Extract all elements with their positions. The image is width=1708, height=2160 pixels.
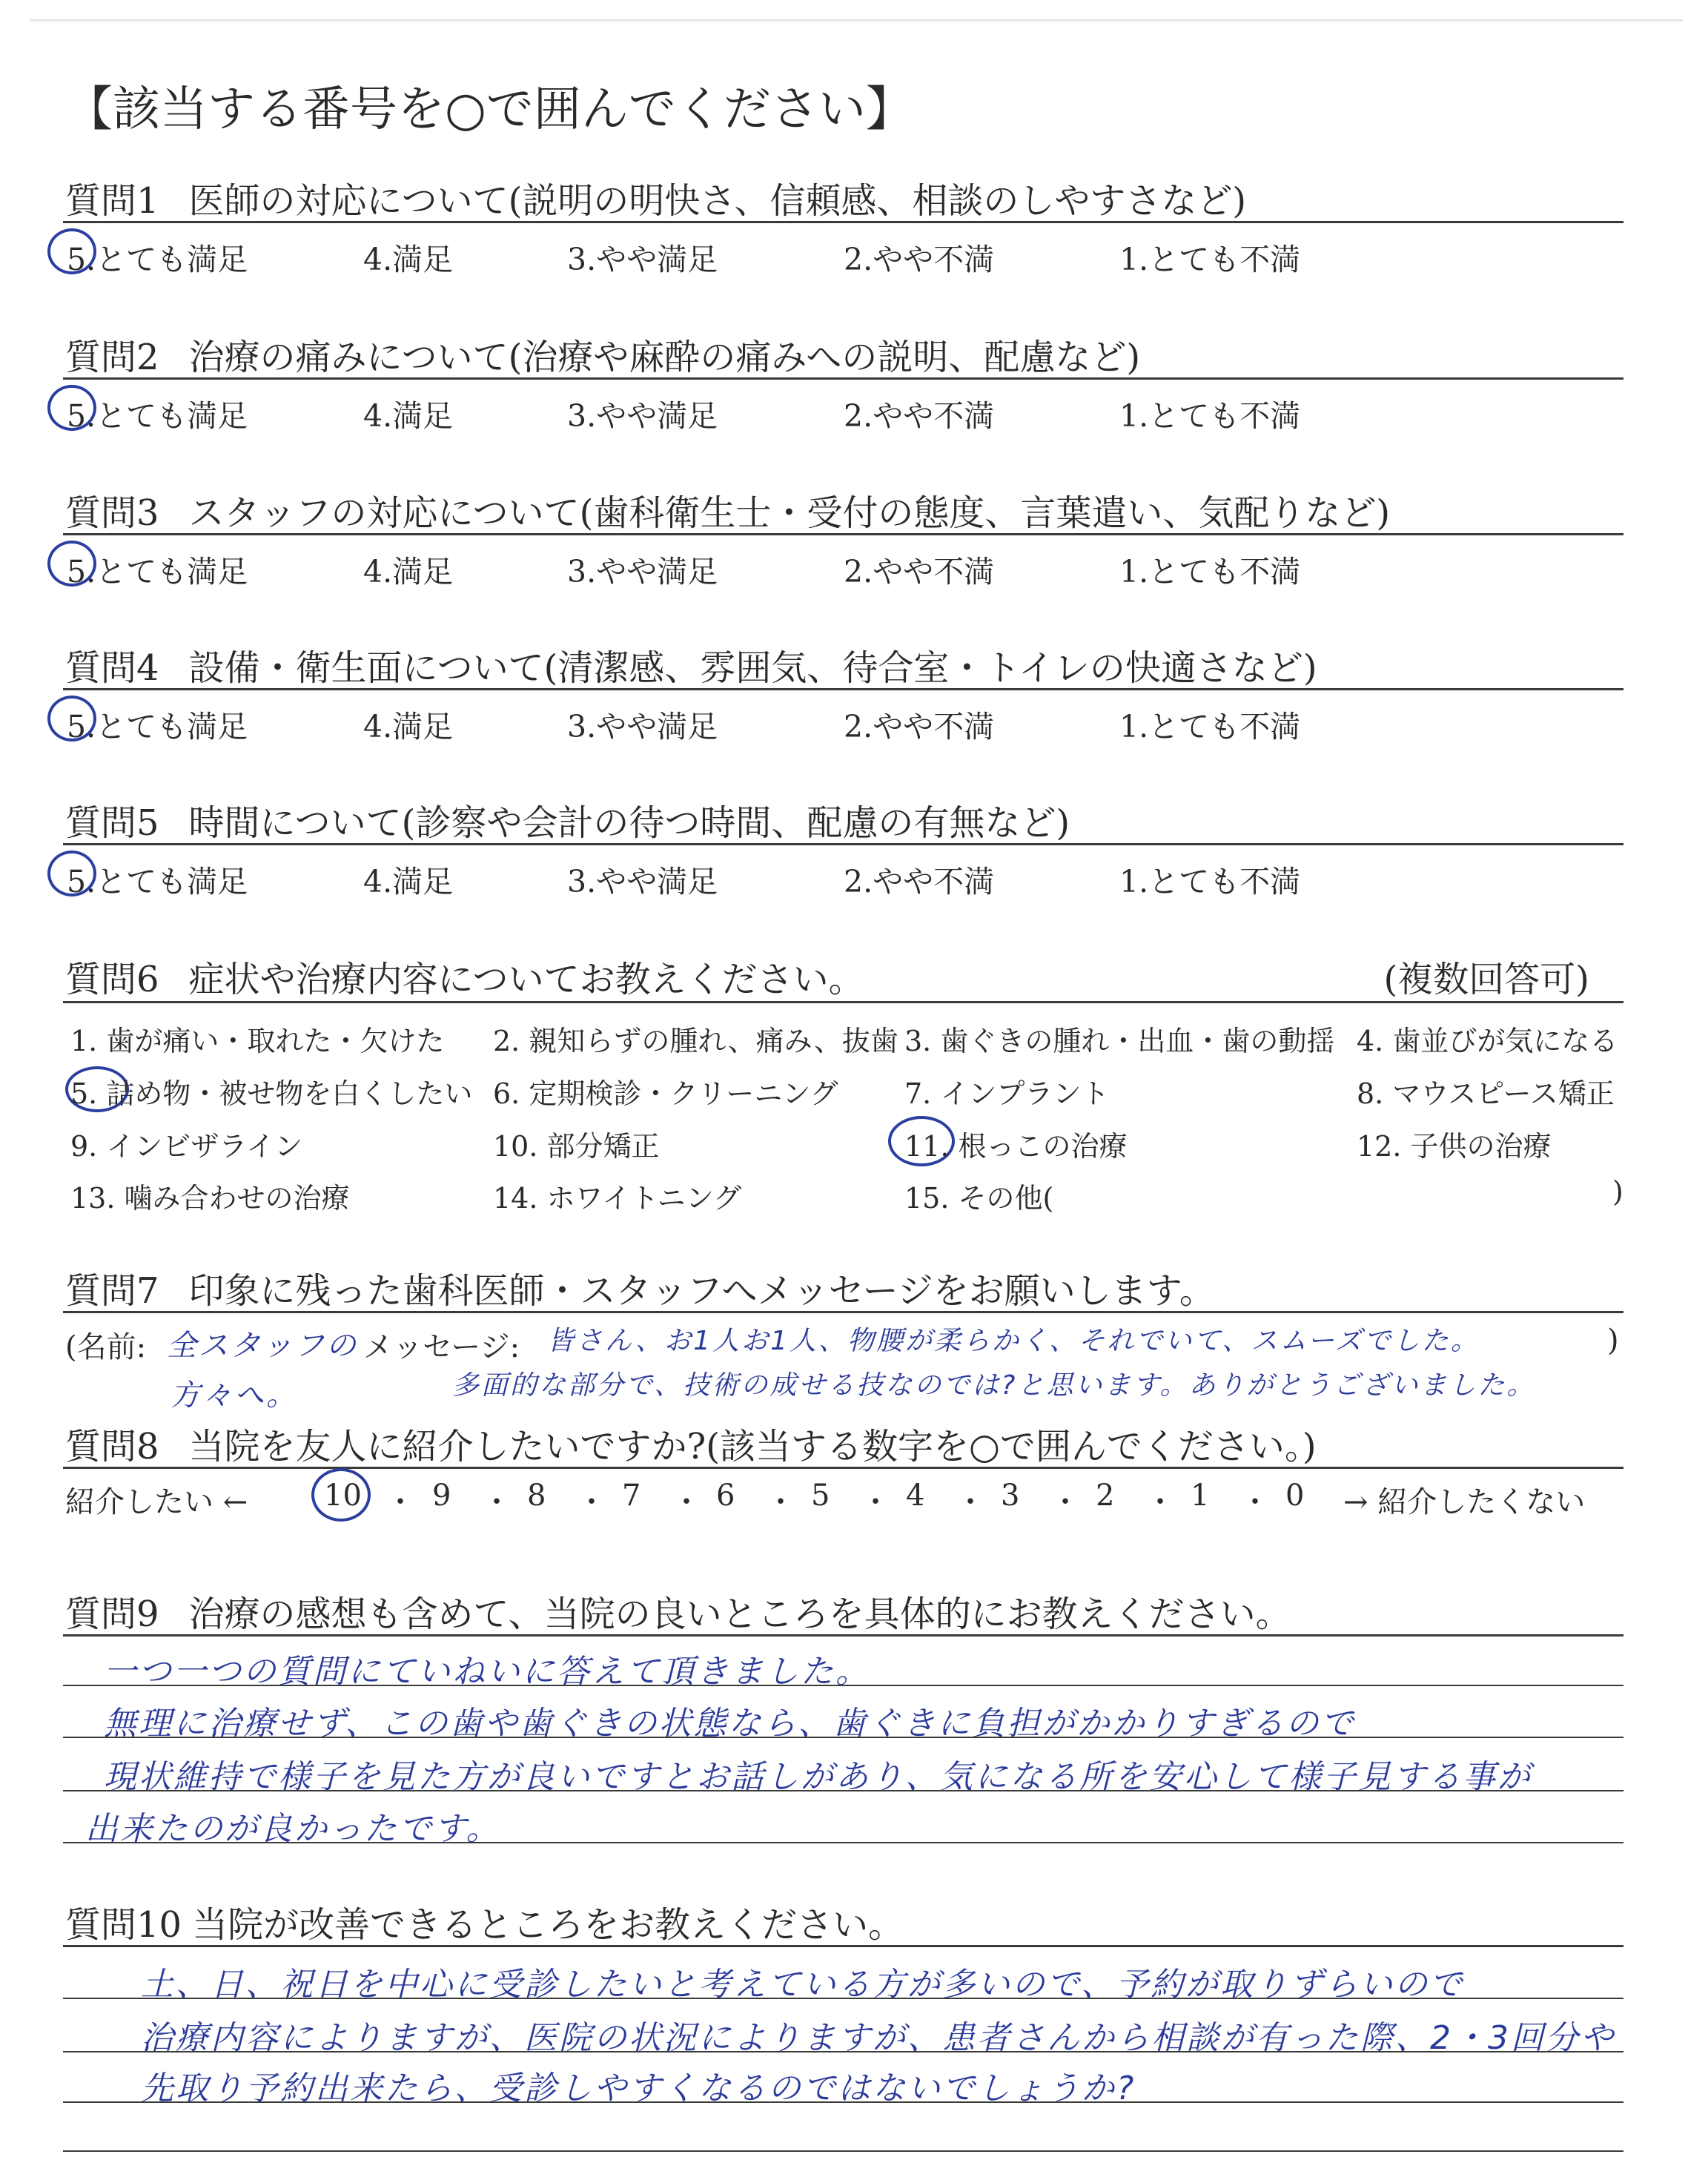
q10-answer-rule-3: [63, 2101, 1623, 2103]
q5-option-1[interactable]: 1.とても不満: [1119, 864, 1301, 899]
q9-answer-rule-1: [63, 1685, 1623, 1686]
q9-answer-line-2[interactable]: 無理に治療せず、この歯や歯ぐきの状態なら、歯ぐきに負担がかかりすぎるので: [104, 1705, 1356, 1743]
question-2-label: 質問2: [65, 337, 159, 378]
question-6: [65, 951, 864, 1002]
recommend-score-6[interactable]: 6: [716, 1479, 735, 1513]
question-7-title: 印象に残った歯科医師・スタッフへメッセージをお願いします。: [188, 1270, 1215, 1312]
question-5-title: 時間について(診察や会計の待つ時間、配慮の有無など): [188, 802, 1070, 844]
recommend-separator: ・: [482, 1485, 512, 1519]
question-5: [65, 794, 1070, 845]
recommend-score-0[interactable]: 0: [1285, 1479, 1305, 1513]
message-line-1[interactable]: 皆さん、お1人お1人、物腰が柔らかく、それでいて、スムーズでした。: [547, 1326, 1480, 1356]
q6-item-7[interactable]: 7. インプラント: [904, 1077, 1110, 1110]
q4-option-4[interactable]: 4.満足: [363, 709, 454, 744]
q5-option-3[interactable]: 3.やや満足: [567, 864, 718, 899]
recommend-separator: ・: [766, 1485, 795, 1519]
question-9-rule: [63, 1634, 1623, 1636]
q5-option-5[interactable]: 5.とても満足: [67, 864, 248, 899]
recommend-score-3[interactable]: 3: [1001, 1479, 1020, 1513]
name-label: (名前:: [65, 1330, 147, 1364]
q9-answer-line-1[interactable]: 一つ一つの質問にていねいに答えて頂きました。: [104, 1653, 870, 1691]
q6-item-9[interactable]: 9. インビザライン: [70, 1130, 303, 1163]
recommend-score-1[interactable]: 1: [1191, 1479, 1210, 1513]
q4-option-5[interactable]: 5.とても満足: [67, 709, 248, 744]
question-6-label: 質問6: [65, 959, 159, 1000]
question-9-title: 治療の感想も含めて、当院の良いところを具体的にお教えください。: [188, 1593, 1291, 1635]
q6-item-15-close-paren: ): [1612, 1175, 1623, 1208]
question-2-title: 治療の痛みについて(治療や麻酔の痛みへの説明、配慮など): [188, 337, 1141, 378]
q1-option-1[interactable]: 1.とても不満: [1119, 242, 1301, 277]
q6-item-6[interactable]: 6. 定期検診・クリーニング: [493, 1077, 838, 1110]
recommend-separator: ・: [1050, 1485, 1080, 1519]
page-title: 【該当する番号を○で囲んでください】: [65, 82, 913, 137]
q10-answer-rule-2: [63, 2051, 1623, 2052]
q1-option-2[interactable]: 2.やや不満: [844, 242, 995, 277]
q2-option-5[interactable]: 5.とても満足: [67, 398, 248, 434]
q6-item-3[interactable]: 3. 歯ぐきの腫れ・出血・歯の動揺: [904, 1025, 1335, 1057]
question-8-rule: [63, 1467, 1623, 1469]
question-7-label: 質問7: [65, 1270, 159, 1312]
q9-answer-rule-4: [63, 1842, 1623, 1843]
question-1-label: 質問1: [65, 180, 159, 222]
recommend-score-7[interactable]: 7: [622, 1479, 641, 1513]
question-8-label: 質問8: [65, 1426, 159, 1467]
question-7-rule: [63, 1311, 1623, 1313]
q10-answer-rule-4: [63, 2150, 1623, 2152]
q9-answer-rule-2: [63, 1737, 1623, 1738]
question-6-rule: [63, 1001, 1623, 1003]
question-1-title: 医師の対応について(説明の明快さ、信頼感、相談のしやすさなど): [188, 180, 1247, 222]
q10-answer-line-3[interactable]: 先取り予約出来たら、受診しやすくなるのではないでしょうか?: [141, 2070, 1136, 2107]
recommend-score-10[interactable]: 10: [324, 1479, 362, 1513]
q6-item-13[interactable]: 13. 噛み合わせの治療: [70, 1182, 350, 1215]
recommend-separator: ・: [1240, 1485, 1270, 1519]
recommend-separator: ・: [956, 1485, 985, 1519]
name-value-line-2[interactable]: 方々へ。: [171, 1378, 298, 1413]
recommend-separator: ・: [385, 1485, 415, 1519]
q3-option-4[interactable]: 4.満足: [363, 554, 454, 589]
question-1-rule: [63, 221, 1623, 223]
q5-option-4[interactable]: 4.満足: [363, 864, 454, 899]
multiple-answer-note: (複数回答可): [1383, 959, 1589, 1000]
q6-item-1[interactable]: 1. 歯が痛い・取れた・欠けた: [70, 1025, 445, 1057]
q6-item-8[interactable]: 8. マウスピース矯正: [1357, 1077, 1615, 1110]
question-4-title: 設備・衛生面について(清潔感、雰囲気、待合室・トイレの快適さなど): [188, 647, 1317, 689]
recommend-score-2[interactable]: 2: [1096, 1479, 1115, 1513]
q6-item-10[interactable]: 10. 部分矯正: [493, 1130, 660, 1163]
q2-option-4[interactable]: 4.満足: [363, 398, 454, 434]
question-3-title: スタッフの対応について(歯科衛生士・受付の態度、言葉遣い、気配りなど): [188, 492, 1391, 534]
recommend-score-8[interactable]: 8: [527, 1479, 546, 1513]
question-8-title: 当院を友人に紹介したいですか?(該当する数字を○で囲んでください。): [188, 1426, 1317, 1467]
recommend-right-label: → 紹介したくない: [1343, 1485, 1586, 1519]
recommend-separator: ・: [861, 1485, 890, 1519]
question-5-rule: [63, 843, 1623, 845]
q3-option-3[interactable]: 3.やや満足: [567, 554, 718, 589]
top-divider: [30, 19, 1683, 22]
question-10-rule: [63, 1945, 1623, 1947]
q2-option-2[interactable]: 2.やや不満: [844, 398, 995, 434]
recommend-score-9[interactable]: 9: [432, 1479, 451, 1513]
q10-answer-line-2[interactable]: 治療内容によりますが、医院の状況によりますが、患者さんから相談が有った際、2・3回分や: [141, 2019, 1615, 2057]
question-4: [65, 639, 1317, 690]
q3-option-5[interactable]: 5.とても満足: [67, 554, 248, 589]
q6-item-2[interactable]: 2. 親知らずの腫れ、痛み、抜歯: [493, 1025, 898, 1057]
question-3-rule: [63, 533, 1623, 535]
question-10-title: 当院が改善できるところをお教えください。: [192, 1904, 904, 1946]
q9-answer-line-3[interactable]: 現状維持で様子を見た方が良いですとお話しがあり、気になる所を安心して様子見する事が: [104, 1758, 1532, 1796]
q6-item-11[interactable]: 11. 根っこの治療: [904, 1130, 1128, 1163]
q3-option-1[interactable]: 1.とても不満: [1119, 554, 1301, 589]
q4-option-1[interactable]: 1.とても不満: [1119, 709, 1301, 744]
q1-option-4[interactable]: 4.満足: [363, 242, 454, 277]
question-2: [65, 328, 1140, 380]
question-8: [65, 1418, 1317, 1469]
question-3: [65, 484, 1390, 535]
q1-option-5[interactable]: 5.とても満足: [67, 242, 248, 277]
q6-item-4[interactable]: 4. 歯並びが気になる: [1357, 1025, 1618, 1057]
recommend-left-label: 紹介したい ←: [65, 1485, 248, 1519]
q6-item-14[interactable]: 14. ホワイトニング: [493, 1182, 742, 1215]
recommend-separator: ・: [577, 1485, 606, 1519]
name-value-line-1[interactable]: 全スタッフの: [167, 1329, 358, 1363]
q10-answer-rule-1: [63, 1998, 1623, 1999]
question-9: [65, 1585, 1291, 1636]
q6-item-15[interactable]: 15. その他(: [904, 1182, 1054, 1215]
q10-answer-line-1[interactable]: 土、日、祝日を中心に受診したいと考えている方が多いので、予約が取りずらいので: [141, 1966, 1465, 2004]
question-5-label: 質問5: [65, 802, 159, 844]
recommend-score-4[interactable]: 4: [906, 1479, 925, 1513]
recommend-score-5[interactable]: 5: [811, 1479, 830, 1513]
recommend-separator: ・: [1145, 1485, 1175, 1519]
question-2-rule: [63, 377, 1623, 380]
q4-option-2[interactable]: 2.やや不満: [844, 709, 995, 744]
message-label: メッセージ:: [363, 1330, 520, 1364]
q6-item-5[interactable]: 5. 詰め物・被せ物を白くしたい: [70, 1077, 473, 1110]
recommend-separator: ・: [672, 1485, 701, 1519]
question-9-label: 質問9: [65, 1593, 159, 1635]
question-6-title: 症状や治療内容についてお教えください。: [188, 959, 864, 1000]
q5-option-2[interactable]: 2.やや不満: [844, 864, 995, 899]
q1-option-3[interactable]: 3.やや満足: [567, 242, 718, 277]
q9-answer-rule-3: [63, 1790, 1623, 1791]
q2-option-1[interactable]: 1.とても不満: [1119, 398, 1301, 434]
message-close-paren: ): [1607, 1324, 1619, 1358]
q3-option-2[interactable]: 2.やや不満: [844, 554, 995, 589]
q2-option-3[interactable]: 3.やや満足: [567, 398, 718, 434]
question-4-label: 質問4: [65, 647, 159, 689]
q4-option-3[interactable]: 3.やや満足: [567, 709, 718, 744]
q9-answer-line-4[interactable]: 出来たのが良かったです。: [85, 1810, 501, 1848]
q6-item-12[interactable]: 12. 子供の治療: [1357, 1130, 1552, 1163]
question-1: [65, 172, 1246, 223]
message-line-2[interactable]: 多面的な部分で、技術の成せる技なのでは?と思います。ありがとうございました。: [452, 1370, 1536, 1401]
question-3-label: 質問3: [65, 492, 159, 534]
question-10-label: 質問10: [65, 1904, 182, 1946]
question-4-rule: [63, 688, 1623, 690]
question-10: [65, 1896, 904, 1947]
question-7: [65, 1262, 1215, 1313]
